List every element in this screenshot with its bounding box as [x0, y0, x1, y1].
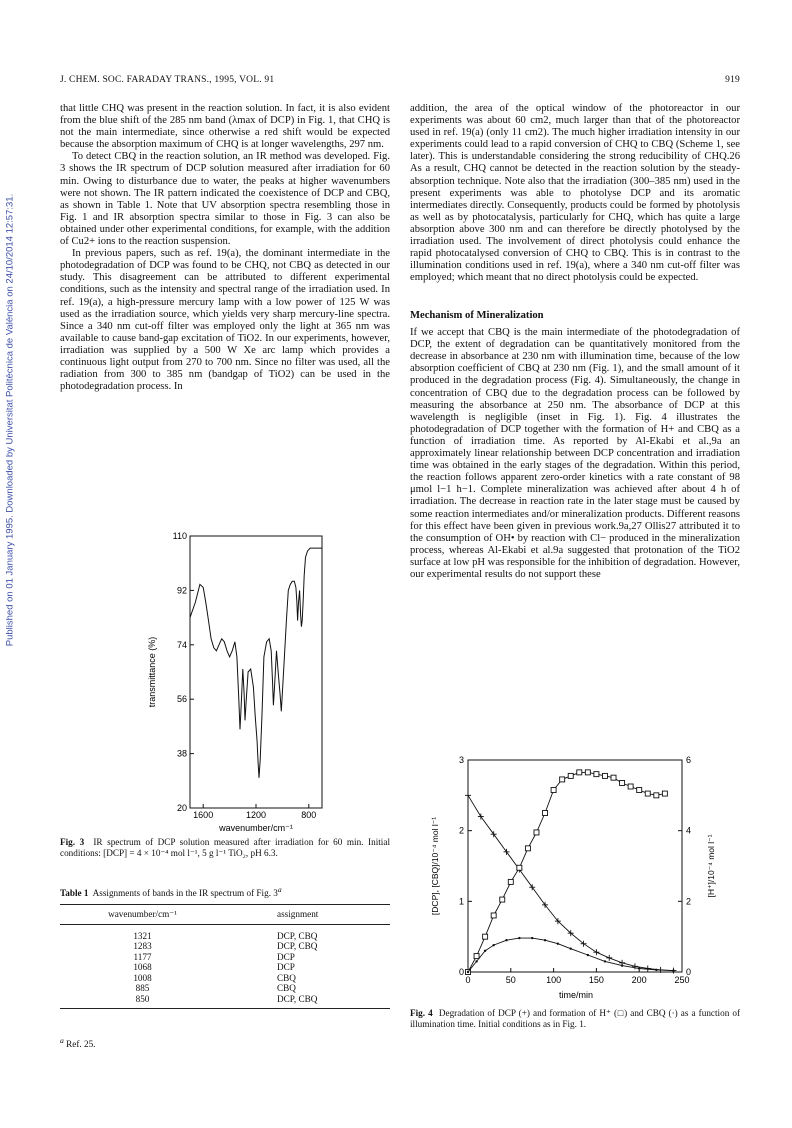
- y-tick-left-label: 1: [458, 896, 464, 907]
- paragraph: In previous papers, such as ref. 19(a), the dominant intermediate in the photodegradation of DCP was found to be CHQ, not CBQ as detected in our study. This disagreement can be attributed to different experimental conditions, such as the intensity and spectral range of the irradiation used. In ref. 19(a), a high-pressure mercury lamp with a low power of 125 W was used as the irradiation source, which yields very sharp mercury-line spectra. Since a 340 nm cut-off filter was employed only the light at 365 nm was available to cause band-gap excitation of TiO2. In our experiments, however, irradiation was supplied by a 500 W Xe arc lamp which provides a continuous light output from 270 to 700 nm. Since no filter was used, all the radiation from 300 to 385 nm (bandgap of TiO2) can be used in the photodegradation process. In: [60, 248, 390, 393]
- table-footnote-mark: a: [277, 885, 282, 894]
- h-plus-point: [585, 770, 590, 775]
- paragraph: addition, the area of the optical window of the photoreactor in our experiments was about 60 cm2, much larger than that of the photoreactor used in ref. 19(a) (only 11 cm2). The much higher irradiation intensity in our experiments could lead to a rapid conversion of CHQ to CBQ (Scheme 1, see later). This is understandable considering the strong reducibility of CHQ.26 As a result, CHQ cannot be detected in the reaction solution by the steady-absorption technique. Note also that the irradiation (300–385 nm) used in the present experiments was able to photolyse DCP and its aromatic intermediates directly. Consequently, products could be formed by photolysis as well as by photocatalysis, particularly for CHQ, which has quite a large absorption above 300 nm and can therefore be directly photolysed by the irradiation used. The involvement of direct photolysis could enhance the rapid photocatalysed conversion of CHQ to CBQ. This is in contrast to the illumination conditions used in ref. 19(a), where a 340 nm cut-off filter was employed; which meant that no direct photolysis could be expected.: [410, 103, 740, 284]
- x-tick-label: 200: [631, 975, 647, 985]
- cbq-point: [518, 937, 520, 939]
- cbq-point: [492, 944, 494, 946]
- table-row: [60, 994, 390, 1004]
- y-tick-right-label: 2: [686, 896, 692, 907]
- y-tick-right-label: 4: [686, 825, 692, 836]
- y-tick-label: 74: [176, 639, 187, 650]
- cell-wavenumber: 1321: [133, 931, 152, 942]
- table-row: [60, 941, 390, 951]
- table-title: [60, 885, 390, 898]
- h-plus-point: [637, 788, 642, 793]
- degradation-chart: [416, 752, 726, 1002]
- cbq-point: [655, 969, 657, 971]
- dcp-point: [465, 792, 471, 798]
- h-plus-point: [551, 788, 556, 793]
- y-tick-right-label: 0: [686, 967, 692, 977]
- series-dcp: [465, 792, 676, 973]
- caption-text: IR spectrum of DCP solution measured after irradiation for 60 min. Initial conditions: [DCP] = 4 × 10⁻⁴ mol l⁻¹, 5 g l⁻¹ TiO₂, pH 6.3.: [60, 837, 390, 858]
- h-plus-point: [560, 777, 565, 782]
- download-watermark: [2, 140, 18, 700]
- x-tick-label: 800: [301, 810, 317, 820]
- plot-frame: [190, 536, 322, 808]
- col-header-assignment: assignment: [277, 909, 319, 920]
- h-plus-point: [483, 934, 488, 939]
- cbq-point: [544, 939, 546, 941]
- cbq-point: [475, 960, 477, 962]
- h-plus-point: [491, 913, 496, 918]
- y-tick-label: 38: [176, 748, 187, 759]
- cell-assignment: DCP, CBQ: [277, 941, 318, 952]
- h-plus-point: [620, 780, 625, 785]
- cbq-point: [621, 964, 623, 966]
- table-footnote: [60, 1036, 95, 1049]
- y-axis-right-label: [H⁺]/10⁻⁴ mol l⁻¹: [706, 834, 716, 898]
- x-tick-label: 250: [674, 975, 690, 985]
- y-axis-label: transmittance (%): [147, 636, 157, 708]
- cbq-point: [505, 939, 507, 941]
- paragraph: To detect CBQ in the reaction solution, an IR method was developed. Fig. 3 shows the IR spectrum of DCP solution measured after irradiation for 60 min. Owing to disturbance due to water, the peaks at higher wavenumbers were not shown. The IR pattern indicated the coexistence of DCP and CBQ, as shown in Table 1. Note that UV absorption spectra resembling those in Fig. 1 and IR absorption spectra similar to those in Fig. 3 can also be obtained under other experimental conditions, for example, with the addition of Cu2+ ions to the reaction suspension.: [60, 151, 390, 248]
- table-header: [60, 905, 390, 924]
- caption-label: Fig. 4: [410, 1008, 433, 1018]
- figure-4: [416, 752, 726, 1002]
- cell-wavenumber: 1177: [133, 951, 152, 962]
- series-h-plus: [466, 770, 668, 975]
- dcp-point: [606, 955, 612, 961]
- dcp-point: [478, 814, 484, 820]
- y-tick-label: 56: [176, 694, 187, 705]
- spectrum-line: [190, 548, 322, 778]
- y-tick-label: 110: [172, 531, 187, 541]
- table-label: Table 1: [60, 888, 89, 899]
- x-axis-label: time/min: [558, 990, 594, 1000]
- table-1: [60, 885, 390, 1009]
- col-header-wavenumber: wavenumber/cm⁻¹: [108, 909, 177, 920]
- x-tick-label: 1200: [245, 810, 267, 820]
- table-row: [60, 931, 390, 941]
- cbq-point: [570, 947, 572, 949]
- watermark-text: Published on 01 January 1995. Downloaded by Universitat Politècnica de València on 24/10/2014 12:57:31.: [4, 193, 16, 647]
- h-plus-point: [594, 772, 599, 777]
- cell-assignment: DCP: [277, 951, 295, 962]
- column-right-top: [410, 103, 740, 284]
- y-tick-left-label: 2: [458, 825, 464, 836]
- x-tick-label: 1600: [193, 810, 214, 820]
- h-plus-point: [611, 775, 616, 780]
- table-row: [60, 973, 390, 983]
- series-dcp-line: [468, 795, 673, 970]
- cbq-point: [587, 954, 589, 956]
- h-plus-point: [474, 954, 479, 959]
- x-axis-label: wavenumber/cm⁻¹: [219, 823, 293, 833]
- cbq-point: [604, 960, 606, 962]
- y-tick-label: 20: [176, 803, 187, 813]
- cbq-point: [467, 971, 469, 973]
- cbq-point: [557, 943, 559, 945]
- h-plus-point: [577, 770, 582, 775]
- column-right-section: [410, 296, 740, 581]
- section-heading: Mechanism of Mineralization: [410, 310, 544, 321]
- cell-assignment: DCP, CBQ: [277, 993, 318, 1004]
- dcp-point: [491, 831, 497, 837]
- cbq-point: [672, 969, 674, 971]
- y-tick-right-label: 6: [686, 755, 692, 765]
- h-plus-point: [543, 811, 548, 816]
- journal-title: J. CHEM. SOC. FARADAY TRANS., 1995, VOL. 91: [60, 75, 275, 85]
- series-h-plus-line: [468, 772, 665, 972]
- table-body: [60, 925, 390, 1008]
- page-number: 919: [725, 75, 740, 85]
- cell-assignment: DCP: [277, 962, 295, 973]
- cell-assignment: DCP, CBQ: [277, 931, 318, 942]
- h-plus-point: [662, 791, 667, 796]
- y-tick-label: 92: [176, 585, 187, 596]
- footnote-mark: a: [60, 1036, 64, 1045]
- running-header: [60, 75, 740, 89]
- h-plus-point: [654, 793, 659, 798]
- table-row: [60, 952, 390, 962]
- h-plus-point: [500, 897, 505, 902]
- table-row: [60, 983, 390, 993]
- dcp-point: [593, 949, 599, 955]
- ir-spectrum-chart: [140, 530, 340, 835]
- cell-wavenumber: 1283: [133, 941, 152, 952]
- cell-wavenumber: 885: [135, 983, 150, 994]
- cell-wavenumber: 850: [135, 993, 150, 1004]
- y-axis-left-label: [DCP], [CBQ]/10⁻⁴ mol l⁻¹: [430, 816, 440, 916]
- figure-4-caption: [410, 1008, 740, 1030]
- series-cbq-line: [468, 938, 673, 972]
- cell-wavenumber: 1008: [133, 972, 152, 983]
- caption-text: Degradation of DCP (+) and formation of H⁺ (□) and CBQ (·) as a function of illumination time. Initial conditions as in Fig. 1.: [410, 1008, 741, 1029]
- h-plus-point: [534, 830, 539, 835]
- h-plus-point: [568, 773, 573, 778]
- cbq-point: [531, 937, 533, 939]
- h-plus-point: [645, 791, 650, 796]
- column-left: [60, 103, 390, 393]
- h-plus-point: [602, 773, 607, 778]
- x-tick-label: 0: [465, 975, 471, 985]
- table-row: [60, 962, 390, 972]
- footnote-text: Ref. 25.: [66, 1039, 96, 1050]
- cbq-point: [484, 950, 486, 952]
- cell-assignment: CBQ: [277, 983, 296, 994]
- h-plus-point: [517, 865, 522, 870]
- cbq-point: [638, 967, 640, 969]
- h-plus-point: [628, 784, 633, 789]
- caption-label: Fig. 3: [60, 837, 85, 847]
- cell-wavenumber: 1068: [133, 962, 152, 973]
- paragraph: that little CHQ was present in the reaction solution. In fact, it is also evident from the blue shift of the 285 nm band (λmax of DCP) in Fig. 1, that CHQ is not the main intermediate, since otherwise a red shift would be expected because the absorption maximum of CHQ is at longer wavelengths, 297 nm.: [60, 103, 390, 151]
- table-caption: Assignments of bands in the IR spectrum of Fig. 3: [92, 888, 278, 899]
- x-tick-label: 150: [588, 975, 604, 985]
- cell-assignment: CBQ: [277, 972, 296, 983]
- y-tick-left-label: 3: [458, 755, 464, 765]
- dcp-point: [529, 884, 535, 890]
- figure-3-caption: [60, 837, 390, 859]
- x-tick-label: 100: [546, 975, 562, 985]
- y-tick-left-label: 0: [458, 967, 464, 977]
- figure-3: [140, 530, 340, 835]
- paragraph: If we accept that CBQ is the main intermediate of the photodegradation of DCP, the extent of degradation can be quantitatively monitored from the decrease in absorbance at 230 nm with illumination time, because of the low absorption coefficient of CBQ at 230 nm (Fig. 1), and the small amount of it produced in the degradation process (Fig. 4). Simultaneously, the change in concentration of CBQ due to the degradation process can be followed by measuring the absorbance at 250 nm. The absorbance of DCP at this wavelength is negligible (inset in Fig. 1). Fig. 4 illustrates the photodegradation of DCP together with the formation of H+ and CBQ as a function of irradiation time. As reported by Al-Ekabi et al.,9a an approximately linear relationship between DCP concentration and irradiation time was obtained in the early stages of the degradation. Within this period, the reaction follows apparent zero-order kinetics with a rate constant of 98 μmol l−1 h−1. Complete mineralization was achieved after about 4 h of irradiation. The decrease in reaction rate in the later stage must be caused by some reaction intermediates and/or mineralization products. Different reasons for this effect have been given in previous work.9a,27 Ollis27 attributed it to the consumption of OH• by reaction with Cl− produced in the mineralization process, whereas Al-Ekabi et al.9a suggested that protonation of the TiO2 surface at low pH was responsible for the inhibition of degradation. However, our experimental results do not support these: [410, 327, 740, 580]
- x-tick-label: 50: [505, 975, 516, 985]
- h-plus-point: [525, 846, 530, 851]
- dcp-point: [645, 965, 651, 971]
- h-plus-point: [508, 879, 513, 884]
